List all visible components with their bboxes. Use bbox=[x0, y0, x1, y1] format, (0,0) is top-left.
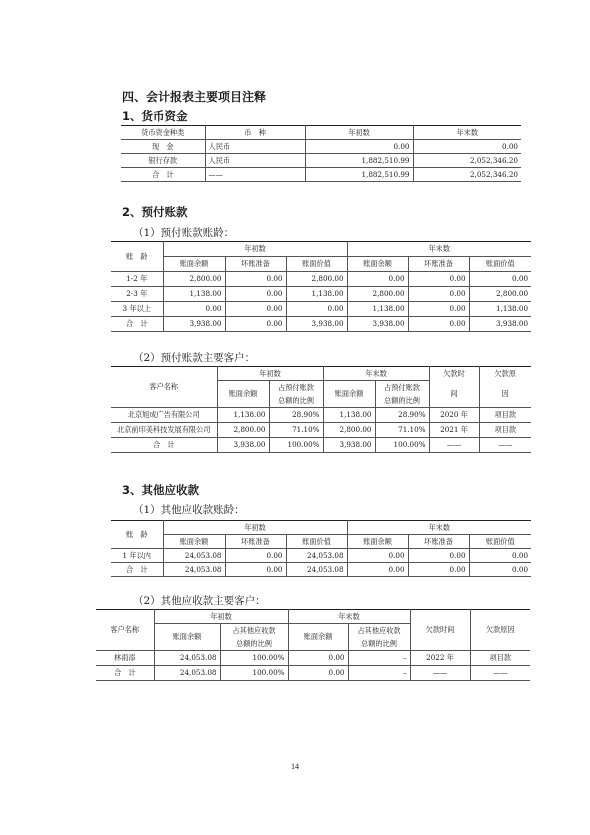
cell: 银行存款 bbox=[121, 154, 205, 168]
cell: 现 金 bbox=[121, 140, 205, 154]
cell: 0.00 bbox=[225, 317, 286, 332]
table-row bbox=[111, 563, 531, 577]
cell: 0.00 bbox=[288, 666, 348, 681]
header-cell: 账面余额 bbox=[154, 624, 220, 651]
table-header-row bbox=[121, 126, 521, 140]
table-row bbox=[111, 272, 531, 287]
cell: 0.00 bbox=[408, 302, 469, 317]
table-row bbox=[121, 154, 521, 168]
cell: 3,938.00 bbox=[163, 317, 225, 332]
cell: 0.00 bbox=[347, 563, 408, 577]
header-cell: 账面余额 bbox=[163, 535, 225, 549]
header-cell: 年初数 bbox=[217, 367, 323, 381]
cell: 2,800.00 bbox=[286, 272, 347, 287]
header-cell: 占预付账款 bbox=[375, 381, 429, 395]
cell: 人民币 bbox=[205, 140, 305, 154]
header-cell: 账面余额 bbox=[347, 535, 408, 549]
cell: 项目款 bbox=[470, 651, 530, 666]
cell: 合 计 bbox=[111, 563, 163, 577]
cell: 0.00 bbox=[469, 563, 531, 577]
cash-table bbox=[121, 125, 521, 182]
cell: 0.00 bbox=[408, 287, 469, 302]
table-header-row bbox=[111, 257, 531, 272]
cell: 0.00 bbox=[469, 272, 531, 287]
cell: 24,053.08 bbox=[286, 549, 347, 563]
cell: 2,800.00 bbox=[217, 423, 269, 438]
cell: 0.00 bbox=[225, 287, 286, 302]
cell: 1,138.00 bbox=[469, 302, 531, 317]
cell: —— bbox=[205, 168, 305, 182]
header-cell: 坏账准备 bbox=[225, 535, 286, 549]
cell: 1,138.00 bbox=[286, 287, 347, 302]
section-title: 四、会计报表主要项目注释 bbox=[122, 90, 267, 104]
header-cell: 币 种 bbox=[205, 126, 305, 140]
cell: 2021 年 bbox=[429, 423, 479, 438]
cell: 1 年以内 bbox=[111, 549, 163, 563]
cell: 3,938.00 bbox=[469, 317, 531, 332]
header-cell: 货币资金种类 bbox=[121, 126, 205, 140]
header-cell: 年末数 bbox=[347, 242, 531, 257]
header-cell: 总额的比例 bbox=[375, 394, 429, 408]
cell: 2-3 年 bbox=[111, 287, 163, 302]
cell: 2,800.00 bbox=[323, 423, 375, 438]
cell: 28.90% bbox=[375, 408, 429, 423]
table-row bbox=[121, 140, 521, 154]
prepayment-customers-table bbox=[111, 366, 531, 453]
cell: – bbox=[348, 651, 410, 666]
cell: 3 年以上 bbox=[111, 302, 163, 317]
prepayment-aging-table bbox=[111, 241, 531, 332]
header-cell: 年末数 bbox=[288, 610, 410, 624]
cell: 1,138.00 bbox=[323, 408, 375, 423]
cell: 0.00 bbox=[286, 302, 347, 317]
header-cell: 总额的比例 bbox=[220, 637, 288, 651]
cell: 北京旭成广告有限公司 bbox=[111, 408, 217, 423]
header-cell: 年初数 bbox=[163, 521, 347, 535]
other-receivables-aging-table bbox=[111, 520, 531, 577]
cell: 100.00% bbox=[220, 651, 288, 666]
cell: 3,938.00 bbox=[323, 438, 375, 453]
cell: 2020 年 bbox=[429, 408, 479, 423]
cell: 0.00 bbox=[347, 272, 408, 287]
table-header-row bbox=[111, 367, 531, 381]
table-row bbox=[111, 438, 531, 453]
header-cell: 客户名称 bbox=[111, 367, 217, 408]
header-cell: 客户名称 bbox=[96, 610, 154, 651]
table-row bbox=[96, 666, 530, 681]
table-row bbox=[111, 317, 531, 332]
cell: 100.00% bbox=[375, 438, 429, 453]
cell: 0.00 bbox=[413, 140, 521, 154]
header-cell: 欠款原因 bbox=[470, 610, 530, 651]
cell: 2022 年 bbox=[410, 651, 470, 666]
cell: 0.00 bbox=[469, 549, 531, 563]
header-cell: 欠款时间 bbox=[410, 610, 470, 651]
header-cell: 坏账准备 bbox=[225, 257, 286, 272]
header-cell: 账面价值 bbox=[469, 257, 531, 272]
page-number: 14 bbox=[291, 762, 299, 771]
table-header-row bbox=[111, 242, 531, 257]
header-cell: 年初数 bbox=[305, 126, 413, 140]
cell: 3,938.00 bbox=[286, 317, 347, 332]
cell: 0.00 bbox=[408, 563, 469, 577]
header-cell: 坏账准备 bbox=[408, 535, 469, 549]
header-cell: 账面余额 bbox=[347, 257, 408, 272]
cell: 1,882,510.99 bbox=[305, 168, 413, 182]
cell: —— bbox=[479, 438, 531, 453]
cell: 0.00 bbox=[225, 302, 286, 317]
cell: 0.00 bbox=[408, 272, 469, 287]
cell: 0.00 bbox=[163, 302, 225, 317]
cell: – bbox=[348, 666, 410, 681]
header-cell: 账面余额 bbox=[288, 624, 348, 651]
cell: 2,052,346.20 bbox=[413, 168, 521, 182]
header-cell: 年末数 bbox=[413, 126, 521, 140]
cell: 人民币 bbox=[205, 154, 305, 168]
cell: 24,053.08 bbox=[154, 666, 220, 681]
header-cell: 因 bbox=[479, 381, 531, 408]
table-row bbox=[111, 287, 531, 302]
cell: 2,800.00 bbox=[347, 287, 408, 302]
header-cell: 账 龄 bbox=[111, 242, 163, 272]
cell: 合 计 bbox=[111, 438, 217, 453]
cell: 0.00 bbox=[225, 563, 286, 577]
cell: —— bbox=[470, 666, 530, 681]
header-cell: 账面价值 bbox=[469, 535, 531, 549]
header-cell: 账面价值 bbox=[286, 535, 347, 549]
cell: 合 计 bbox=[121, 168, 205, 182]
other-receivables-heading: 3、其他应收款 bbox=[122, 483, 200, 497]
cell: 24,053.08 bbox=[154, 651, 220, 666]
header-cell: 欠款原 bbox=[479, 367, 531, 381]
cell: 3,938.00 bbox=[347, 317, 408, 332]
cell: 0.00 bbox=[225, 272, 286, 287]
cell: 0.00 bbox=[347, 549, 408, 563]
header-cell: 账面余额 bbox=[323, 381, 375, 408]
cell: 北京前印美科技发展有限公司 bbox=[111, 423, 217, 438]
cell: 24,053.08 bbox=[163, 563, 225, 577]
cell: 71.10% bbox=[375, 423, 429, 438]
cell: 71.10% bbox=[269, 423, 323, 438]
header-cell: 年初数 bbox=[154, 610, 288, 624]
header-cell: 年末数 bbox=[347, 521, 531, 535]
cell: 100.00% bbox=[269, 438, 323, 453]
header-cell: 账 龄 bbox=[111, 521, 163, 549]
cell: 1,138.00 bbox=[217, 408, 269, 423]
cell: 0.00 bbox=[408, 549, 469, 563]
cell: 1,138.00 bbox=[347, 302, 408, 317]
cell: 0.00 bbox=[305, 140, 413, 154]
cell: 28.90% bbox=[269, 408, 323, 423]
table-row bbox=[111, 408, 531, 423]
other-receivables-aging-subtitle: （1）其他应收款账龄： bbox=[133, 504, 245, 516]
cell: 2,052,346.20 bbox=[413, 154, 521, 168]
header-cell: 年末数 bbox=[323, 367, 429, 381]
cell: —— bbox=[429, 438, 479, 453]
cell: 24,053.08 bbox=[163, 549, 225, 563]
header-cell: 总额的比例 bbox=[269, 394, 323, 408]
prepayment-heading: 2、预付账款 bbox=[122, 205, 188, 219]
cell: 合 计 bbox=[96, 666, 154, 681]
header-cell: 坏账准备 bbox=[408, 257, 469, 272]
cell: 2,800.00 bbox=[163, 272, 225, 287]
cell: 1-2 年 bbox=[111, 272, 163, 287]
header-cell: 占预付账款 bbox=[269, 381, 323, 395]
table-row bbox=[111, 302, 531, 317]
cell: 24,053.08 bbox=[286, 563, 347, 577]
cell: 100.00% bbox=[220, 666, 288, 681]
table-header-row bbox=[111, 535, 531, 549]
header-cell: 欠款时 bbox=[429, 367, 479, 381]
cell: 0.00 bbox=[408, 317, 469, 332]
table-row bbox=[111, 423, 531, 438]
table-header-row bbox=[111, 521, 531, 535]
header-cell: 占其他应收款 bbox=[348, 624, 410, 638]
other-receivables-customers-table bbox=[96, 609, 530, 681]
cash-heading: 1、货币资金 bbox=[122, 109, 188, 123]
cell: 1,882,510.99 bbox=[305, 154, 413, 168]
header-cell: 年初数 bbox=[163, 242, 347, 257]
header-cell: 账面余额 bbox=[163, 257, 225, 272]
cell: 1,138.00 bbox=[163, 287, 225, 302]
header-cell: 账面余额 bbox=[217, 381, 269, 408]
cell: 0.00 bbox=[288, 651, 348, 666]
cell: 项目款 bbox=[479, 408, 531, 423]
header-cell: 账面价值 bbox=[286, 257, 347, 272]
cell: —— bbox=[410, 666, 470, 681]
cell: 林雨添 bbox=[96, 651, 154, 666]
table-header-row bbox=[96, 610, 530, 624]
table-row bbox=[121, 168, 521, 182]
cell: 3,938.00 bbox=[217, 438, 269, 453]
cell: 2,800.00 bbox=[469, 287, 531, 302]
table-row bbox=[96, 651, 530, 666]
cell: 合 计 bbox=[111, 317, 163, 332]
other-receivables-customers-subtitle: （2）其他应收款主要客户： bbox=[133, 595, 266, 607]
cell: 0.00 bbox=[225, 549, 286, 563]
header-cell: 占其他应收款 bbox=[220, 624, 288, 638]
prepayment-customers-subtitle: （2）预付账款主要客户： bbox=[133, 352, 256, 364]
header-cell: 间 bbox=[429, 381, 479, 408]
table-row bbox=[111, 549, 531, 563]
prepayment-aging-subtitle: （1）预付账款账龄： bbox=[133, 227, 235, 239]
cell: 项目款 bbox=[479, 423, 531, 438]
header-cell: 总额的比例 bbox=[348, 637, 410, 651]
